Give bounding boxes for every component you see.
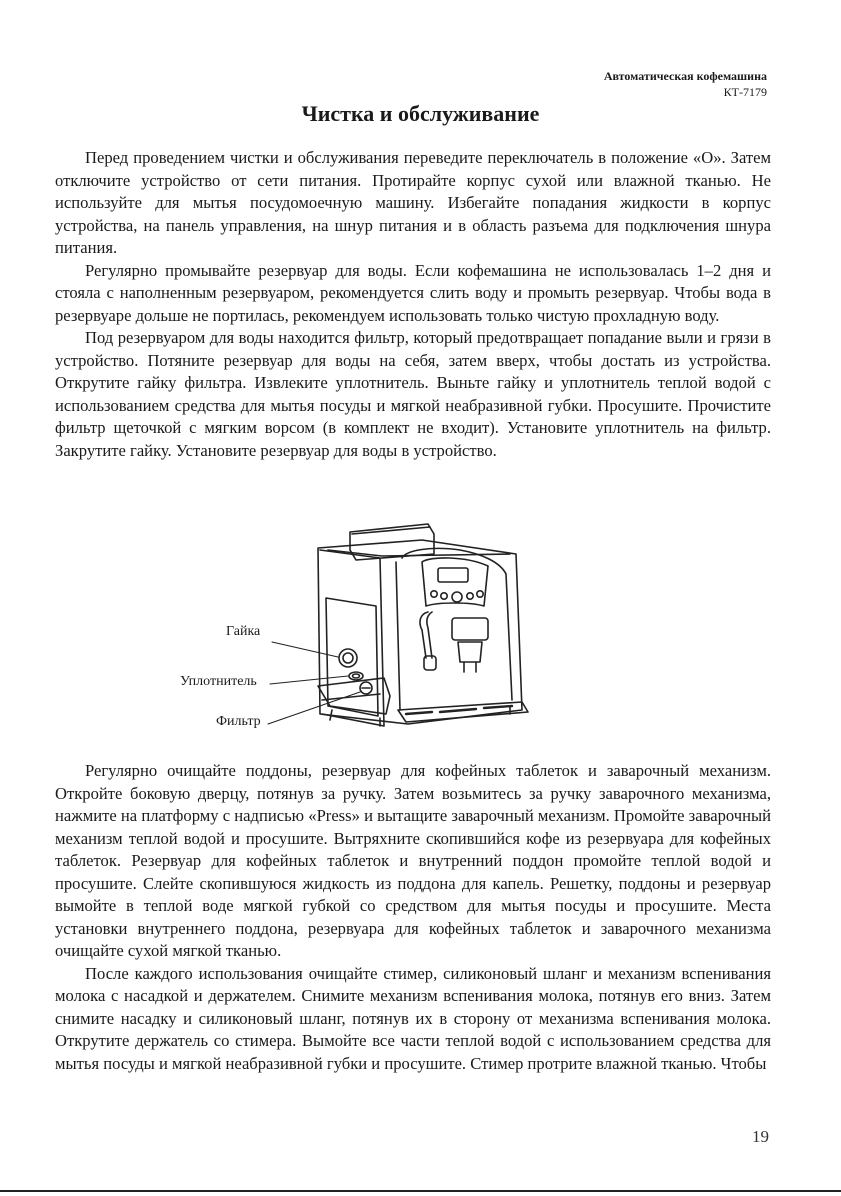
page-number: 19 (752, 1127, 769, 1146)
header-brand: Автоматическая кофемашина (603, 69, 767, 83)
label-filter: Фильтр (216, 714, 261, 729)
label-seal: Уплотнитель (180, 674, 257, 689)
bottom-divider (0, 1190, 841, 1192)
text-block-top (55, 147, 771, 462)
paragraph: Регулярно промывайте резервуар для воды. Если кофемашина не использовалась 1–2 дня и стояла с наполненным резервуаром, рекомендуется слить воду и промыть резервуар. Чтобы вода в резервуаре дольше не портилась, рекомендуем использовать только чистую прохладную воду. (55, 260, 771, 325)
paragraph: После каждого использования очищайте стимер, силиконовый шланг и механизм вспенивания молока с насадкой и держателем. Снимите механизм вспенивания молока, потянув его вниз. Затем снимите насадку и силиконовый шланг, потянув их в сторону от механизма вспенивания молока. Открутите держатель со стимера. Вымойте все части теплой водой с использованием средства для мытья посуды и мягкой неабразивной губки и просушите. Стимер протрите влажной тканью. Чтобы (55, 963, 771, 1073)
paragraph: Регулярно очищайте поддоны, резервуар для кофейных таблеток и заварочный механизм. Откройте боковую дверцу, потянув за ручку. Затем возьмитесь за ручку заварочного механизма, нажмите на платформу с надписью «Press» и вытащите заварочный механизм. Промойте заварочный механизм теплой водой и просушите. Вытряхните скопившийся кофе из резервуара для кофейных таблеток. Резервуар для кофейных таблеток и внутренний поддон промойте теплой водой и просушите. Слейте скопившуюся жидкость из поддона для капель. Решетку, поддоны и резервуар вымойте в теплой воде мягкой губкой со средством для мытья посуды и просушите. Места установки внутреннего поддона, резервуара для кофейных таблеток и заварочного механизма очищайте сухой мягкой тканью. (55, 761, 771, 960)
header-model: КТ-7179 (723, 85, 767, 99)
page-title: Чистка и обслуживание (301, 101, 540, 126)
coffee-machine-figure (170, 510, 550, 750)
label-nut: Гайка (226, 624, 261, 639)
paragraph: Под резервуаром для воды находится фильтр, который предотвращает попадание выли и грязи в устройство. Потяните резервуар для воды на себя, затем вверх, чтобы достать из устройства. Открутите гайку фильтра. Извлеките уплотнитель. Выньте гайку и уплотнитель теплой водой с использованием средства для мытья посуды и мягкой неабразивной губки. Просушите. Прочистите фильтр щеточкой с мягким ворсом (в комплект не входит). Установите уплотнитель на фильтр. Закрутите гайку. Установите резервуар для воды в устройство. (55, 328, 771, 460)
paragraph: Перед проведением чистки и обслуживания переведите переключатель в положение «О». Затем отключите устройство от сети питания. Протирайте корпус сухой или влажной тканью. Не используйте для мытья посудомоечную машину. Избегайте попадания жидкости в корпус устройства, на панель управления, на шнур питания и в область разъема для подключения шнура питания. (55, 148, 771, 257)
page-header (604, 68, 767, 100)
text-block-bottom (55, 760, 771, 1075)
